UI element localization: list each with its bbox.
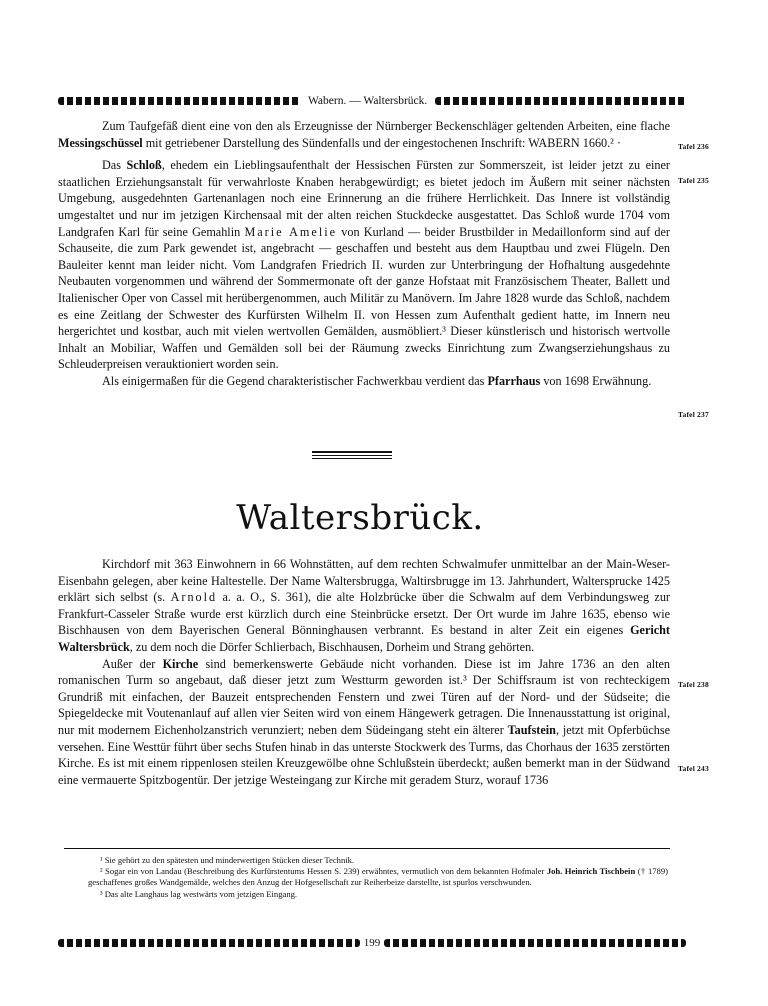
wabern-section bbox=[58, 118, 670, 390]
footer-ornament-right bbox=[384, 939, 686, 947]
paragraph-taufgefaess: Zum Taufgefäß dient eine von den als Erzeugnisse der Nürnberger Beckenschläger geltenden Arbeiten, eine flache Messingschüssel mit getriebener Darstellung des Sündenfalls und der eingestochenen Inschrift: WABERN 1660.² · bbox=[58, 119, 670, 150]
footnote-rule bbox=[64, 848, 670, 849]
footnotes bbox=[88, 855, 668, 900]
footer-ornament-left bbox=[58, 939, 360, 947]
running-header bbox=[58, 95, 686, 107]
section-divider bbox=[312, 451, 392, 461]
paragraph-kirchdorf: Kirchdorf mit 363 Einwohnern in 66 Wohnstätten, auf dem rechten Schwalmufer unmittelbar an der Main-Weser-Eisenbahn gelegen, aber keine Haltestelle. Der Name Waltersbrugga, Waltirsbrugge im 13. Jahrhundert, Waltersprucke 1425 erklärt sich selbst (s. Arnold a. a. O., S. 361), die alte Holzbrücke über die Schwalm auf dem Verbindungsweg zur Frankfurt-Casseler Straße wurde erst kürzlich durch eine Steinbrücke ersetzt. Der Ort wurde im Jahre 1635, ebenso wie Bischhausen von dem Bayerischen General Bönninghausen verbrannt. Es bestand in alter Zeit ein eigenes Gericht Waltersbrück, zu dem noch die Dörfer Schlierbach, Bischhausen, Dorheim und Strang gehörten. bbox=[58, 557, 670, 654]
paragraph-pfarrhaus: Als einigermaßen für die Gegend charakteristischer Fachwerkbau verdient das Pfarrhaus von 1698 Erwähnung. bbox=[102, 373, 652, 388]
margin-note-tafel-238: Tafel 238 bbox=[678, 680, 709, 689]
page-number: 199 bbox=[363, 937, 381, 949]
header-ornament-left bbox=[58, 97, 300, 105]
margin-note-tafel-243: Tafel 243 bbox=[678, 764, 709, 773]
margin-note-tafel-236: Tafel 236 bbox=[678, 142, 709, 151]
section-title: Waltersbrück. bbox=[236, 498, 484, 538]
running-title: Wabern. — Waltersbrück. bbox=[308, 95, 428, 107]
header-ornament-right bbox=[435, 97, 686, 105]
page-footer bbox=[58, 937, 686, 949]
paragraph-schloss: Das Schloß, ehedem ein Lieblingsaufenthalt der Hessischen Fürsten zur Sommerszeit, ist leider jetzt zu einer staatlichen Erziehungsanstalt für verwahrloste Knaben herabgewürdigt; es bietet jedoch im Äußern mit seiner nächsten Umgebung, ausgedehnten Gartenanlagen noch eine Erinnerung an die frühere Herrlichkeit. Das Innere ist vollständig umgestaltet und nur im jetzigen Kirchensaal mit der alten reichen Stuckdecke ausgestattet. Das Schloß wurde 1704 vom Landgrafen Karl für seine Gemahlin Marie Amelie von Kurland — beider Brustbilder in Medaillonform sind auf der Schauseite, die zum Park gewendet ist, angebracht — geschaffen und besteht aus dem Hauptbau und zwei Flügeln. Den Bauleiter kennt man leider nicht. Vom Landgrafen Friedrich II. wurden zur Unterbringung der Hofhaltung ausgedehnte Neubauten vorgenommen und während der Sommermonate oft der ganze Hofstaat mit Französischem Theater, Ballett und Italienischer Oper von Cassel mit herübergenommen, auch Militär zu Manövern. Im Jahre 1828 wurde das Schloß, nachdem es eine Zeitlang der Schwester des Kurfürsten Wilhelm II. von Hessen zum Aufenthalt gedient hatte, im Innern neu hergerichtet und kostbar, auch mit vielen wertvollen Gemälden, ausmöbliert.³ Dieser künstlerisch und historisch wertvolle Inhalt an Mobiliar, Waffen und Gemälden soll bei der Räumung zwecks Einrichtung zum Zwangserziehungshaus zu Schleuderpreisen verauktioniert worden sein. bbox=[58, 158, 670, 372]
waltersbrueck-section bbox=[58, 556, 670, 788]
footnote-1: ¹ Sie gehört zu den spätesten und minderwertigen Stücken dieser Technik. bbox=[100, 855, 355, 865]
margin-note-tafel-237: Tafel 237 bbox=[678, 410, 709, 419]
footnote-3: ³ Das alte Langhaus lag westwärts vom jetzigen Eingang. bbox=[100, 888, 298, 899]
paragraph-kirche: Außer der Kirche sind bemerkenswerte Gebäude nicht vorhanden. Diese ist im Jahre 1736 an den alten romanischen Turm so angebaut, daß dieser jetzt zum Westturm geworden ist.³ Der Schiffsraum ist von rechteckigem Grundriß mit einfachen, der Bauzeit entsprechenden Fenstern und zwei Türen auf der Nord- und der Südseite; die Spiegeldecke mit Voutenanlauf auf allen vier Seiten wird von einem Hängewerk getragen. Die Innenausstattung ist original, nur mit modernem Eichenholzanstrich verunziert; neben dem Südeingang steht ein älterer Taufstein, jetzt mit Opferbüchse versehen. Eine Westtür führt über sechs Stufen hinab in das unterste Stockwerk des Turms, das Chorhaus der 1635 zerstörten Kirche. Es ist mit einem rippenlosen steilen Kreuzgewölbe ohne Schlußstein überdeckt; außen bemerkt man in der Südwand eine vermauerte Spitzbogentür. Der jetzige Westeingang zur Kirche mit geradem Sturz, worauf 1736 bbox=[58, 656, 671, 787]
margin-note-tafel-235: Tafel 235 bbox=[678, 176, 709, 185]
footnote-2: ² Sogar ein von Landau (Beschreibung des Kurfürstentums Hessen S. 239) erwähntes, vermutlich von dem bekannten Hofmaler Joh. Heinrich Tischbein († 1789) geschaffenes großes Wandgemälde, welches den Anzug der Hofgesellschaft zur Reiherbeize darstellte, ist spurlos verschwunden. bbox=[88, 866, 668, 888]
